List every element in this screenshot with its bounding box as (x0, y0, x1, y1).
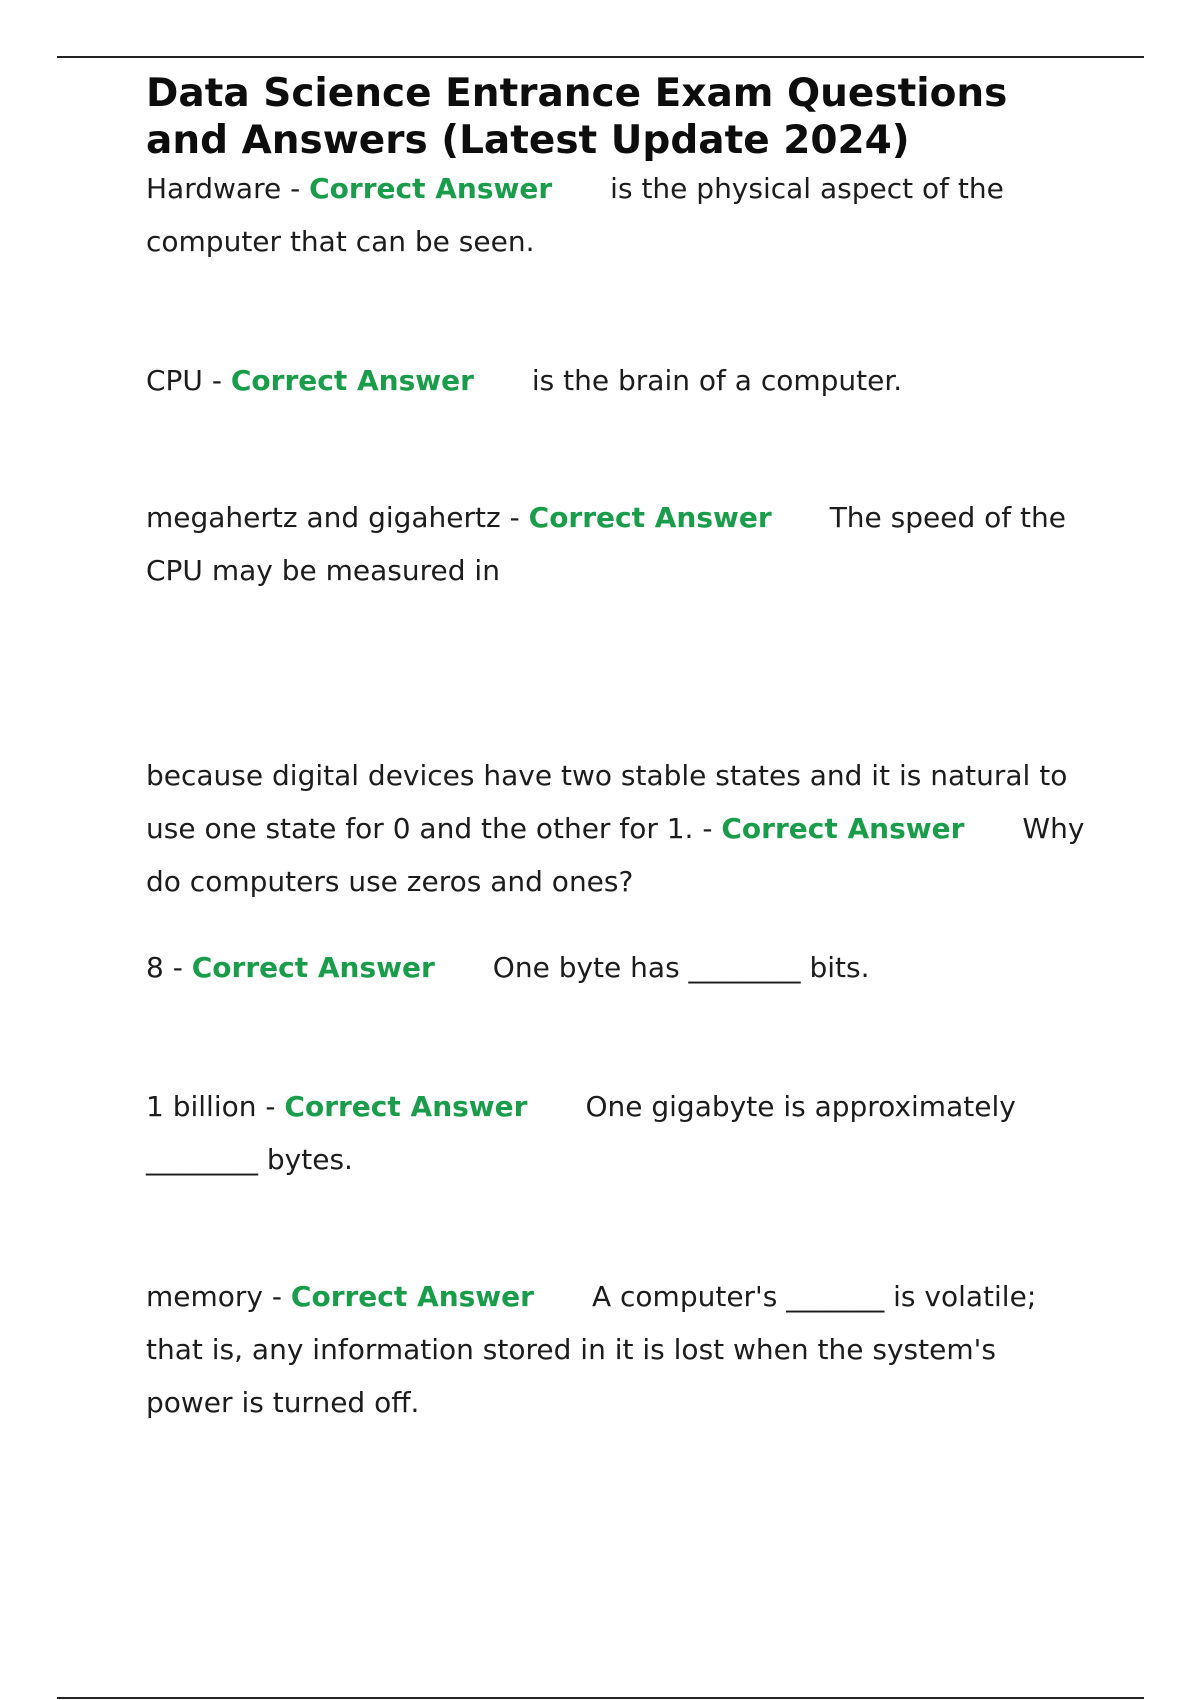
qa-item-hardware (146, 162, 1086, 268)
correct-answer-label: Correct Answer (191, 951, 435, 984)
qa-term: memory - (146, 1280, 282, 1313)
correct-answer-label: Correct Answer (284, 1090, 528, 1123)
document-body (146, 70, 1086, 1419)
qa-item-binary (146, 749, 1086, 908)
qa-item-megahertz (146, 491, 1086, 597)
qa-definition: One byte has ________ bits. (492, 951, 870, 984)
qa-term: 1 billion - (146, 1090, 276, 1123)
qa-definition: One gigabyte is approximately ________ bytes. (146, 1090, 1016, 1176)
qa-item-cpu (146, 354, 1086, 407)
qa-definition: A computer's _______ is volatile; that is, any information stored in it is lost when the system's power is turned off. (146, 1280, 1037, 1419)
correct-answer-label: Correct Answer (230, 364, 474, 397)
correct-answer-label: Correct Answer (309, 172, 553, 205)
qa-term: Hardware - (146, 172, 301, 205)
qa-item-gigabyte (146, 1080, 1086, 1186)
top-rule (57, 56, 1144, 58)
qa-term: 8 - (146, 951, 183, 984)
qa-term: megahertz and gigahertz - (146, 501, 520, 534)
qa-item-memory (146, 1270, 1086, 1429)
correct-answer-label: Correct Answer (290, 1280, 534, 1313)
correct-answer-label: Correct Answer (528, 501, 772, 534)
qa-definition: is the brain of a computer. (531, 364, 903, 397)
document-title: Data Science Entrance Exam Questions and Answers (Latest Update 2024) (146, 71, 1008, 163)
qa-item-byte (146, 941, 1086, 994)
qa-definition: Why do computers use zeros and ones? (146, 812, 1085, 898)
qa-definition: is the physical aspect of the computer that can be seen. (146, 172, 1004, 258)
qa-term: CPU - (146, 364, 222, 397)
qa-term: because digital devices have two stable states and it is natural to use one state for 0 and the other for 1. - (146, 759, 1068, 845)
correct-answer-label: Correct Answer (721, 812, 965, 845)
bottom-rule (57, 1697, 1144, 1699)
qa-definition: The speed of the CPU may be measured in (146, 501, 1067, 587)
